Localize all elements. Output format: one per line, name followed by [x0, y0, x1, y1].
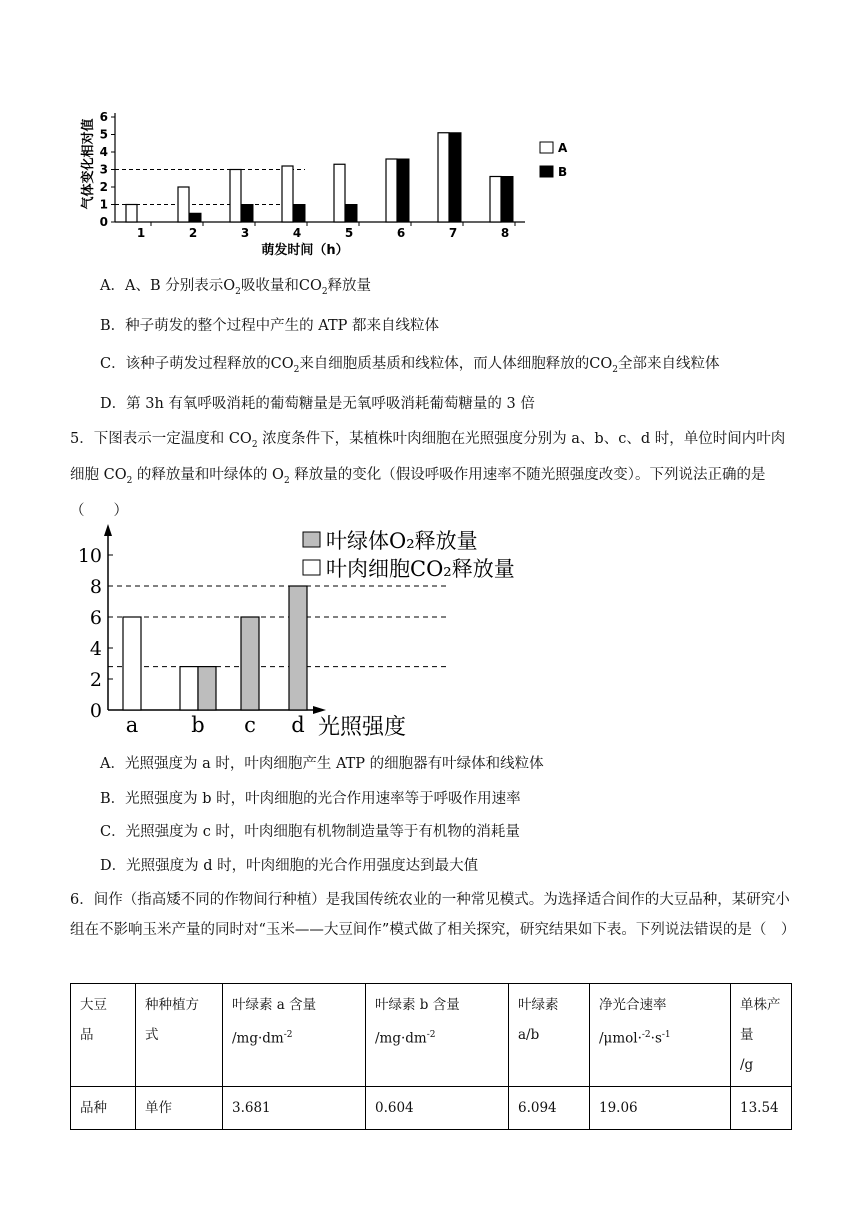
- chart-germination-gas: [70, 100, 590, 272]
- bar-o2: [289, 586, 307, 710]
- x-tick-label: a: [125, 713, 139, 737]
- bar-o2: [241, 617, 259, 710]
- legend-label-a: A: [558, 141, 568, 155]
- y-tick-label: 8: [89, 576, 102, 598]
- table-header-cell: 叶绿素 b 含量 $/mg\cdot dm^{-2}$: [366, 984, 509, 1087]
- table-cell: 单作: [136, 1087, 223, 1130]
- table-cell: 13.54: [731, 1087, 792, 1130]
- x-tick-label: b: [191, 713, 205, 737]
- bar-b: [294, 205, 305, 223]
- y-axis-label: 气体变化相对值: [81, 118, 96, 210]
- legend-swatch-o2: [303, 532, 320, 547]
- bar-b: [242, 205, 253, 223]
- bar-b: [346, 205, 357, 223]
- table-header-cell: 大豆 品: [71, 984, 136, 1087]
- legend-swatch-co2: [303, 560, 320, 575]
- x-tick-label: 6: [396, 226, 406, 240]
- q5-option-b: B．光照强度为 b 时，叶肉细胞的光合作用速率等于呼吸作用速率: [100, 791, 521, 807]
- bar-a: [438, 133, 449, 222]
- x-axis-arrow: [313, 706, 326, 714]
- y-tick-label: 2: [99, 180, 108, 194]
- bar-a: [126, 205, 137, 223]
- legend-label-o2: 叶绿体O₂释放量: [326, 529, 478, 553]
- table-cell: 品种: [71, 1087, 136, 1130]
- x-tick-label: d: [291, 713, 305, 737]
- soybean-table: [70, 983, 792, 1130]
- table-header-cell: 单株产量 /g: [731, 984, 792, 1087]
- x-axis-label: 光照强度: [318, 715, 407, 740]
- bar-co2: [123, 617, 141, 710]
- x-tick-label: 5: [344, 226, 354, 240]
- y-axis-arrow: [104, 524, 112, 536]
- bar-a: [178, 187, 189, 222]
- q5-option-c: C．光照强度为 c 时，叶肉细胞有机物制造量等于有机物的消耗量: [100, 824, 520, 840]
- legend-label-co2: 叶肉细胞CO₂释放量: [326, 557, 515, 581]
- table-header-row: [71, 984, 792, 1087]
- q4-option-d: D．第 3h 有氧呼吸消耗的葡萄糖量是无氧呼吸消耗葡萄糖量的 3 倍: [100, 396, 535, 412]
- bar-b: [450, 133, 461, 222]
- bar-a: [230, 170, 241, 223]
- q6-stem: 6．间作（指高矮不同的作物间行种植）是我国传统农业的一种常见模式。为选择适合间作的大豆品种，某研究小组在不影响玉米产量的同时对“玉米——大豆间作”模式做了相关探究，研究结果如下表。下列说法错误的是（ ）: [70, 892, 796, 938]
- y-tick-label: 4: [89, 638, 102, 660]
- bar-a: [334, 164, 345, 222]
- y-tick-label: 2: [89, 669, 102, 691]
- table-cell: 3.681: [223, 1087, 366, 1130]
- x-tick-label: 8: [500, 226, 510, 240]
- bar-o2: [198, 667, 216, 710]
- y-tick-label: 0: [89, 700, 102, 722]
- q5-option-d: D．光照强度为 d 时，叶肉细胞的光合作用强度达到最大值: [100, 858, 479, 874]
- bar-co2: [180, 667, 198, 710]
- table-header-cell: 叶绿素 a 含量 $/mg\cdot dm^{-2}$: [223, 984, 366, 1087]
- bar-b: [190, 213, 201, 222]
- y-tick-label: 4: [99, 145, 108, 159]
- table-header-cell: 种种植方 式: [136, 984, 223, 1087]
- y-tick-label: 0: [99, 215, 108, 229]
- table-cell: 0.604: [366, 1087, 509, 1130]
- table-cell: 19.06: [590, 1087, 731, 1130]
- q5-option-a: A．光照强度为 a 时，叶肉细胞产生 ATP 的细胞器有叶绿体和线粒体: [100, 756, 544, 772]
- x-tick-label: 3: [240, 226, 250, 240]
- x-tick-label: 4: [292, 226, 302, 240]
- bar-b: [502, 177, 513, 223]
- chart-light-intensity: [70, 520, 540, 748]
- q4-option-b: B．种子萌发的整个过程中产生的 ATP 都来自线粒体: [100, 318, 439, 334]
- y-tick-label: 5: [99, 127, 108, 142]
- legend-swatch-a: [540, 142, 553, 153]
- x-tick-label: c: [244, 713, 256, 737]
- x-tick-label: 7: [448, 226, 458, 240]
- q4-option-a: A．A、B 分别表示$O_2$吸收量和$CO_2$释放量: [100, 278, 372, 297]
- q5-stem: 5．下图表示一定温度和 $CO_2$ 浓度条件下，某植株叶肉细胞在光照强度分别为 a、b、c、d 时，单位时间内叶肉细胞 $CO_2$ 的释放量和叶绿体的 $O_2$ 释放量的变化（假设呼吸作用速率不随光照强度改变）。下列说法正确的是（ ）: [70, 431, 786, 519]
- x-axis-label: 萌发时间（h）: [261, 243, 349, 258]
- table-cell: 6.094: [509, 1087, 590, 1130]
- y-tick-label: 6: [89, 607, 102, 629]
- x-tick-label: 1: [136, 226, 146, 240]
- table-row: [71, 1087, 792, 1130]
- bar-a: [490, 177, 501, 223]
- table-header-cell: 净光合速率 $/\mu mol\cdot^{-2}\cdot s^{-1}$: [590, 984, 731, 1087]
- x-tick-label: 2: [188, 226, 198, 240]
- bar-a: [282, 166, 293, 222]
- y-tick-label: 1: [99, 197, 108, 212]
- y-tick-label: 3: [99, 162, 108, 177]
- legend-label-b: B: [558, 165, 568, 179]
- bar-a: [386, 159, 397, 222]
- legend-swatch-b: [540, 166, 553, 177]
- q4-option-c: C．该种子萌发过程释放的$CO_2$来自细胞质基质和线粒体，而人体细胞释放的$CO_2$全部来自线粒体: [100, 356, 720, 375]
- bar-b: [398, 159, 409, 222]
- y-tick-label: 6: [99, 110, 108, 124]
- y-tick-label: 10: [77, 545, 102, 567]
- table-header-cell: 叶绿素 a/b: [509, 984, 590, 1087]
